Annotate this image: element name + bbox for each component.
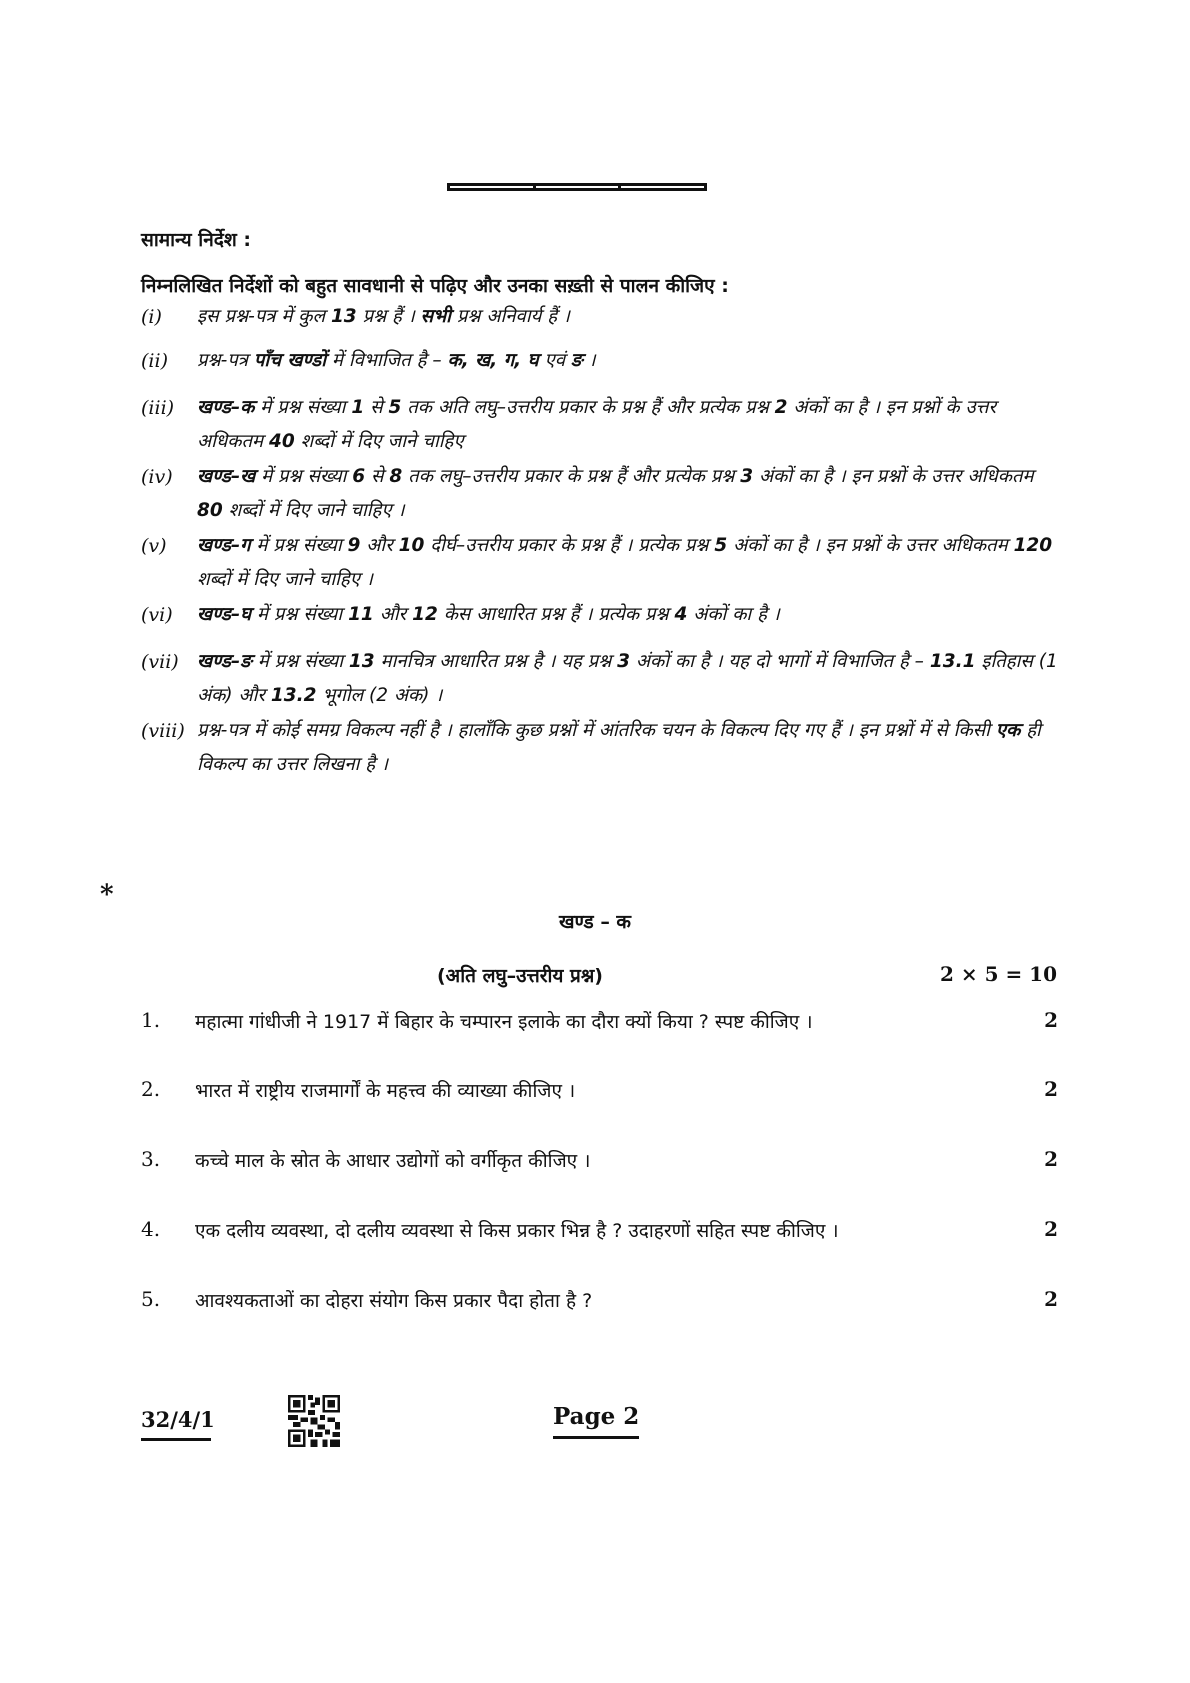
qr-code-icon xyxy=(288,1395,340,1447)
question-marks: 2 xyxy=(1044,1008,1058,1032)
question-marks: 2 xyxy=(1044,1077,1058,1101)
instruction-text: प्रश्न-पत्र पाँच खण्डों में विभाजित है – क, ख, ग, घ एवं ङ । xyxy=(197,350,596,371)
instruction-number: (viii) xyxy=(141,720,185,742)
instruction-number: (iv) xyxy=(141,466,173,488)
question-number: 1. xyxy=(141,1008,161,1032)
divider-segment xyxy=(450,186,536,188)
divider-segment xyxy=(536,186,622,188)
divider-segment xyxy=(621,186,704,188)
instruction-text: प्रश्न-पत्र में कोई समग्र विकल्प नहीं है । हालाँकि कुछ प्रश्नों में आंतरिक चयन के विकल्प दिए गए हैं । इन प्रश्नों में से किसी एक ही विकल्प का उत्तर लिखना है । xyxy=(197,720,1041,775)
instruction-item xyxy=(141,300,1061,334)
question-text: महात्मा गांधीजी ने 1917 में बिहार के चम्पारन इलाके का दौरा क्यों किया ? स्पष्ट कीजिए । xyxy=(195,1011,813,1033)
question-number: 4. xyxy=(141,1217,161,1241)
section-title: खण्ड – क xyxy=(558,911,632,933)
instruction-text: खण्ड–ख में प्रश्न संख्या 6 से 8 तक लघु–उत्तरीय प्रकार के प्रश्न हैं और प्रत्येक प्रश्न 3 अंकों का है । इन प्रश्नों के उत्तर अधिकतम 80 शब्दों में दिए जाने चाहिए । xyxy=(197,466,1034,521)
instruction-item xyxy=(141,460,1061,528)
section-marks: 2 × 5 = 10 xyxy=(939,962,1057,986)
instruction-number: (i) xyxy=(141,306,162,328)
instruction-text: इस प्रश्न-पत्र में कुल 13 प्रश्न हैं । सभी प्रश्न अनिवार्य हैं । xyxy=(197,306,570,327)
instruction-text: खण्ड–घ में प्रश्न संख्या 11 और 12 केस आधारित प्रश्न हैं । प्रत्येक प्रश्न 4 अंकों का है । xyxy=(197,604,780,625)
instruction-number: (iii) xyxy=(141,397,175,419)
question-marks: 2 xyxy=(1044,1147,1058,1171)
question-text: एक दलीय व्यवस्था, दो दलीय व्यवस्था से किस प्रकार भिन्न है ? उदाहरणों सहित स्पष्ट कीजिए । xyxy=(195,1220,839,1242)
instruction-number: (vii) xyxy=(141,651,179,673)
top-divider-bar xyxy=(447,183,707,191)
question-text: आवश्यकताओं का दोहरा संयोग किस प्रकार पैदा होता है ? xyxy=(195,1290,593,1312)
instruction-text: खण्ड–ग में प्रश्न संख्या 9 और 10 दीर्घ–उत्तरीय प्रकार के प्रश्न हैं । प्रत्येक प्रश्न 5 अंकों का है । इन प्रश्नों के उत्तर अधिकतम 120 शब्दों में दिए जाने चाहिए । xyxy=(197,535,1053,590)
question-marks: 2 xyxy=(1044,1287,1058,1311)
read-carefully-heading: निम्नलिखित निर्देशों को बहुत सावधानी से पढ़िए और उनका सख़्ती से पालन कीजिए : xyxy=(141,275,729,297)
paper-code: 32/4/1 xyxy=(141,1407,211,1441)
question-text: कच्चे माल के स्रोत के आधार उद्योगों को वर्गीकृत कीजिए । xyxy=(195,1150,591,1172)
question-number: 2. xyxy=(141,1077,161,1101)
instruction-number: (vi) xyxy=(141,604,173,626)
instruction-text: खण्ड–क में प्रश्न संख्या 1 से 5 तक अति लघु–उत्तरीय प्रकार के प्रश्न हैं और प्रत्येक प्रश्न 2 अंकों का है । इन प्रश्नों के उत्तर अधिकतम 40 शब्दों में दिए जाने चाहिए xyxy=(197,397,997,452)
instruction-text: खण्ड–ङ में प्रश्न संख्या 13 मानचित्र आधारित प्रश्न है । यह प्रश्न 3 अंकों का है । यह दो भागों में विभाजित है – 13.1 इतिहास (1 अंक) और 13.2 भूगोल (2 अंक) । xyxy=(197,651,1058,706)
question-text: भारत में राष्ट्रीय राजमार्गों के महत्त्व की व्याख्या कीजिए । xyxy=(195,1080,576,1102)
page-number: Page 2 xyxy=(553,1403,639,1439)
instruction-number: (ii) xyxy=(141,350,168,372)
question-number: 3. xyxy=(141,1147,161,1171)
instruction-item xyxy=(141,598,1061,632)
question-marks: 2 xyxy=(1044,1217,1058,1241)
instruction-item xyxy=(141,344,1061,378)
instruction-item xyxy=(141,714,1061,782)
instruction-item xyxy=(141,391,1061,459)
instruction-item xyxy=(141,645,1061,713)
question-number: 5. xyxy=(141,1287,161,1311)
asterisk-marker: * xyxy=(100,880,114,910)
section-subtitle: (अति लघु–उत्तरीय प्रश्न) xyxy=(437,965,603,987)
general-instructions-heading: सामान्य निर्देश : xyxy=(141,229,251,251)
instruction-item xyxy=(141,529,1061,597)
instruction-number: (v) xyxy=(141,535,167,557)
